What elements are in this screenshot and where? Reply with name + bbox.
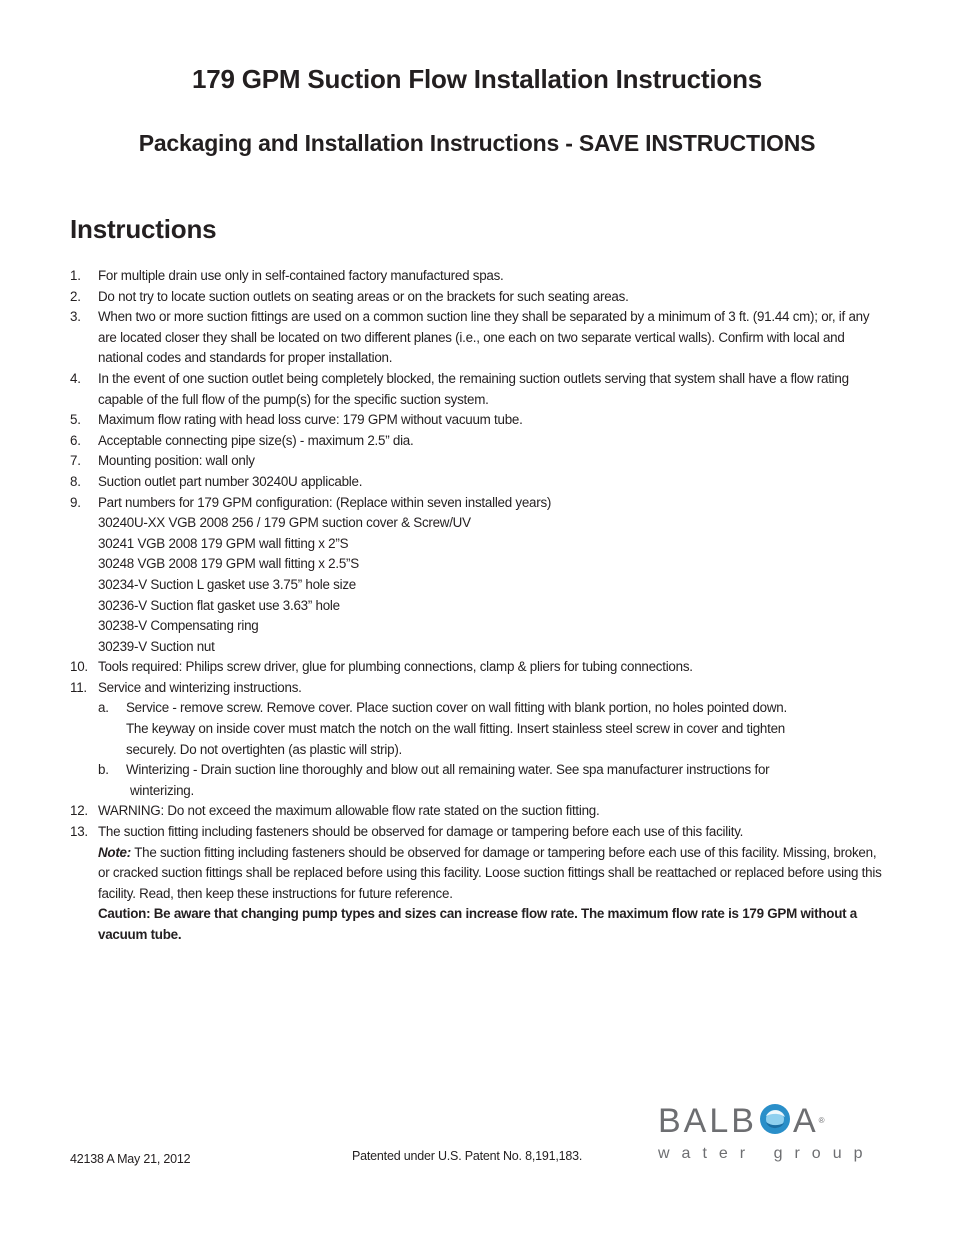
list-item (70, 287, 890, 308)
list-item (70, 266, 890, 287)
part-number-line: 30248 VGB 2008 179 GPM wall fitting x 2.5”S (98, 556, 359, 572)
list-item-text: When two or more suction fittings are used on a common suction line they shall be separated by a minimum of 3 ft. (91.44 cm); or, if any are located closer they shall be located on two different planes (i.e., one each on two separate vertical walls). Confirm with local and national codes and standards for proper installation. (98, 309, 870, 366)
list-item-text: Tools required: Philips screw driver, glue for plumbing connections, clamp & pliers for tubing connections. (98, 659, 693, 675)
list-item-number: 9. (70, 494, 81, 510)
page-title: 179 GPM Suction Flow Installation Instructions (191, 64, 763, 94)
winterizing-step-label: b. (98, 762, 109, 778)
logo-word-left: BALB (658, 1102, 757, 1140)
part-number-line: 30238-V Compensating ring (98, 618, 259, 634)
list-item (70, 657, 890, 678)
list-item (70, 307, 890, 369)
list-item-text: Mounting position: wall only (98, 453, 255, 469)
document-code: 42138 A May 21, 2012 (70, 1152, 191, 1166)
list-item (70, 431, 890, 452)
section-heading: Instructions (70, 214, 217, 244)
part-number-line: 30239-V Suction nut (98, 638, 215, 654)
caution-paragraph: Caution: Be aware that changing pump types and sizes can increase flow rate. The maximum flow rate is 179 GPM without a vacuum tube. (98, 906, 857, 942)
list-item (70, 822, 890, 843)
part-number-line: 30236-V Suction flat gasket use 3.63” hole (98, 597, 340, 613)
logo-word-right: A (792, 1102, 819, 1140)
list-item-text: For multiple drain use only in self-contained factory manufactured spas. (98, 268, 504, 283)
list-item-number: 7. (70, 453, 81, 469)
registered-mark: ® (818, 1116, 825, 1125)
list-item-number: 1. (70, 268, 81, 283)
patent-notice: Patented under U.S. Patent No. 8,191,183. (352, 1149, 583, 1163)
list-item-number: 2. (70, 288, 81, 304)
service-step-line: The keyway on inside cover must match the notch on the wall fitting. Insert stainless steel screw in cover and tighten (126, 721, 785, 737)
swirl-o-icon (758, 1102, 792, 1136)
list-item-text: Do not try to locate suction outlets on seating areas or on the brackets for such seating areas. (98, 288, 629, 304)
list-item-text: In the event of one suction outlet being completely blocked, the remaining suction outlets serving that system shall have a flow rating capable of the full flow of the pump(s) for the specific suction system. (98, 370, 849, 407)
list-item-text: Suction outlet part number 30240U applicable. (98, 473, 363, 489)
service-step-label: a. (98, 700, 109, 716)
page-subtitle: Packaging and Installation Instructions - SAVE INSTRUCTIONS (138, 130, 816, 156)
part-number-line: 30240U-XX VGB 2008 256 / 179 GPM suction cover & Screw/UV (98, 515, 471, 531)
list-item (70, 369, 890, 410)
instruction-list-2 (70, 657, 890, 698)
list-item-number: 11. (70, 679, 87, 695)
list-item (70, 678, 890, 699)
balboa-logo (658, 1101, 883, 1165)
list-item (70, 410, 890, 431)
list-item-number: 13. (70, 824, 88, 840)
winterizing-step-line: winterizing. (130, 782, 194, 798)
list-item-text: Acceptable connecting pipe size(s) - maximum 2.5” dia. (98, 432, 414, 448)
instructions-body (70, 266, 890, 946)
winterizing-step-line: Winterizing - Drain suction line thoroughly and blow out all remaining water. See spa manufacturer instructions for (126, 762, 770, 778)
part-number-list (70, 513, 890, 657)
list-item-text: Part numbers for 179 GPM configuration: (Replace within seven installed years) (98, 494, 552, 510)
list-item-number: 5. (70, 412, 81, 428)
logo-tagline: water group (658, 1145, 875, 1162)
instruction-list-1 (70, 266, 890, 513)
winterizing-step (70, 760, 890, 781)
note-text: The suction fitting including fasteners should be observed for damage or tampering before each use of this facility. Missing, broken, or cracked suction fittings shall be replaced before using this facility. Loose suction fittings shall be reattached or replaced before using this facility. Read, then keep these instructions for future reference. (98, 844, 882, 901)
part-number-line: 30234-V Suction L gasket use 3.75” hole size (98, 576, 356, 592)
instruction-list-3 (70, 801, 890, 842)
list-item (70, 493, 890, 514)
service-step-line: securely. Do not overtighten (as plastic will strip). (126, 741, 402, 757)
list-item-number: 8. (70, 473, 81, 489)
list-item-text: Maximum flow rating with head loss curve: 179 GPM without vacuum tube. (98, 412, 523, 428)
list-item (70, 451, 890, 472)
list-item-number: 10. (70, 659, 88, 675)
service-step-line: Service - remove screw. Remove cover. Place suction cover on wall fitting with blank portion, no holes pointed down. (126, 700, 787, 716)
list-item-number: 12. (70, 803, 88, 819)
list-item (70, 801, 890, 822)
note-label: Note: (98, 844, 131, 860)
list-item-text: The suction fitting including fasteners should be observed for damage or tampering before each use of this facility. (98, 824, 744, 840)
service-step (70, 698, 890, 719)
part-number-line: 30241 VGB 2008 179 GPM wall fitting x 2”S (98, 535, 349, 551)
logo-wordmark (658, 1101, 883, 1141)
list-item-number: 4. (70, 370, 81, 386)
list-item-number: 6. (70, 432, 81, 448)
list-item (70, 472, 890, 493)
list-item-number: 3. (70, 309, 81, 325)
note-paragraph (70, 843, 890, 905)
list-item-text: WARNING: Do not exceed the maximum allowable flow rate stated on the suction fitting. (98, 803, 600, 819)
list-item-text: Service and winterizing instructions. (98, 679, 302, 695)
